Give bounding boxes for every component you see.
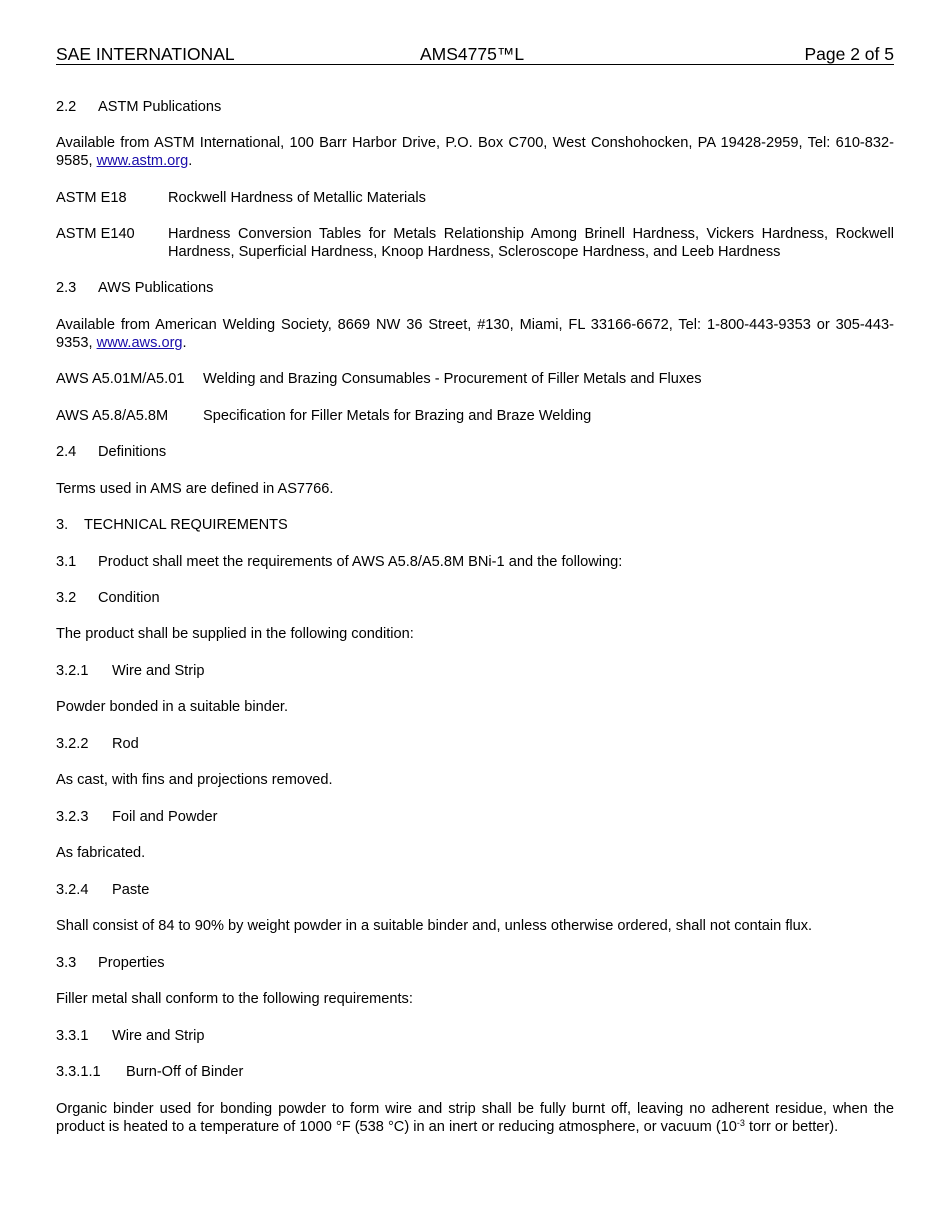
section-heading-3-3-1-1	[56, 1063, 894, 1081]
section-number: 3.3.1.1	[56, 1064, 101, 1080]
section-title: Rod	[112, 736, 139, 752]
paragraph-text: Organic binder used for bonding powder to form wire and strip shall be fully burnt off, leaving no adherent residue, when the product is heated to a temperature of 1000 °F (538 °C) in an inert or reducing atmosphere, or vacuum (10	[56, 1101, 894, 1135]
section-heading-3-2-2	[56, 735, 894, 753]
paragraph-text: .	[182, 335, 187, 351]
section-heading-3-2	[56, 589, 894, 607]
superscript-exponent: -3	[736, 1118, 745, 1128]
section-heading-3	[56, 516, 894, 534]
paragraph-wire-strip: Powder bonded in a suitable binder.	[56, 699, 289, 715]
astm-link[interactable]: www.astm.org	[96, 153, 189, 169]
section-number: 3.2.4	[56, 882, 89, 898]
reference-code: AWS A5.01M/A5.01	[56, 371, 185, 387]
paragraph-definitions: Terms used in AMS are defined in AS7766.	[56, 481, 334, 497]
section-heading-2-3	[56, 279, 894, 297]
section-heading-3-2-3	[56, 808, 894, 826]
section-number: 3.2.3	[56, 809, 89, 825]
paragraph-astm-availability	[56, 134, 894, 170]
section-title: Wire and Strip	[112, 663, 205, 679]
reference-astm-e18	[56, 189, 894, 207]
section-heading-3-3	[56, 954, 894, 972]
paragraph-foil-powder: As fabricated.	[56, 845, 146, 861]
section-title: Paste	[112, 882, 150, 898]
page-header	[56, 44, 894, 65]
section-number: 3.	[56, 517, 69, 533]
paragraph-properties: Filler metal shall conform to the following requirements:	[56, 991, 413, 1007]
paragraph-aws-availability	[56, 316, 894, 352]
section-title: Foil and Powder	[112, 809, 218, 825]
reference-title: Specification for Filler Metals for Brazing and Braze Welding	[203, 408, 592, 424]
header-org: SAE INTERNATIONAL	[56, 44, 235, 64]
header-doc-number: AMS4775™L	[420, 44, 525, 64]
section-number: 2.4	[56, 444, 77, 460]
section-heading-3-2-4	[56, 881, 894, 899]
paragraph-condition: The product shall be supplied in the following condition:	[56, 626, 414, 642]
section-number: 3.2.2	[56, 736, 89, 752]
reference-aws-a5-8	[56, 407, 894, 425]
section-title: ASTM Publications	[98, 99, 222, 115]
reference-code: ASTM E140	[56, 226, 135, 242]
section-title: AWS Publications	[98, 280, 214, 296]
section-number: 3.3	[56, 955, 77, 971]
section-number: 2.3	[56, 280, 77, 296]
aws-link[interactable]: www.aws.org	[96, 335, 183, 351]
reference-code: ASTM E18	[56, 190, 127, 206]
paragraph-burn-off	[56, 1100, 894, 1136]
reference-title: Hardness Conversion Tables for Metals Relationship Among Brinell Hardness, Vickers Hardness, Rockwell Hardness, Superficial Hardness, Knoop Hardness, Scleroscope Hardness, and Leeb Hardness	[168, 226, 894, 260]
section-title: Wire and Strip	[112, 1028, 205, 1044]
section-number: 3.1	[56, 554, 77, 570]
paragraph-text: Available from ASTM International, 100 Barr Harbor Drive, P.O. Box C700, West Conshohocken, PA 19428-2959, Tel: 610-832-9585,	[56, 135, 894, 169]
header-page-number: Page 2 of 5	[804, 44, 894, 64]
section-heading-3-2-1	[56, 662, 894, 680]
section-title: TECHNICAL REQUIREMENTS	[84, 517, 288, 533]
section-number: 3.3.1	[56, 1028, 89, 1044]
paragraph-text: torr or better).	[744, 1119, 839, 1135]
section-title: Properties	[98, 955, 165, 971]
reference-title: Welding and Brazing Consumables - Procurement of Filler Metals and Fluxes	[203, 371, 702, 387]
section-number: 3.2	[56, 590, 77, 606]
reference-code: AWS A5.8/A5.8M	[56, 408, 169, 424]
section-title: Condition	[98, 590, 160, 606]
paragraph-text: .	[188, 153, 193, 169]
section-heading-2-4	[56, 443, 894, 461]
reference-astm-e140	[56, 225, 894, 261]
section-number: 2.2	[56, 99, 77, 115]
section-title: Burn-Off of Binder	[126, 1064, 244, 1080]
paragraph-rod: As cast, with fins and projections removed.	[56, 772, 333, 788]
paragraph-text: Available from American Welding Society, 8669 NW 36 Street, #130, Miami, FL 33166-6672, Tel: 1-800-443-9353 or 305-443-9353,	[56, 317, 894, 351]
section-title: Definitions	[98, 444, 167, 460]
section-3-1	[56, 553, 894, 571]
reference-aws-a5-01	[56, 370, 894, 388]
section-heading-3-3-1	[56, 1027, 894, 1045]
reference-title: Rockwell Hardness of Metallic Materials	[168, 190, 426, 206]
section-number: 3.2.1	[56, 663, 89, 679]
paragraph-paste: Shall consist of 84 to 90% by weight powder in a suitable binder and, unless otherwise ordered, shall not contain flux.	[56, 918, 813, 934]
section-text: Product shall meet the requirements of AWS A5.8/A5.8M BNi-1 and the following:	[98, 554, 623, 570]
section-heading-2-2	[56, 98, 894, 116]
